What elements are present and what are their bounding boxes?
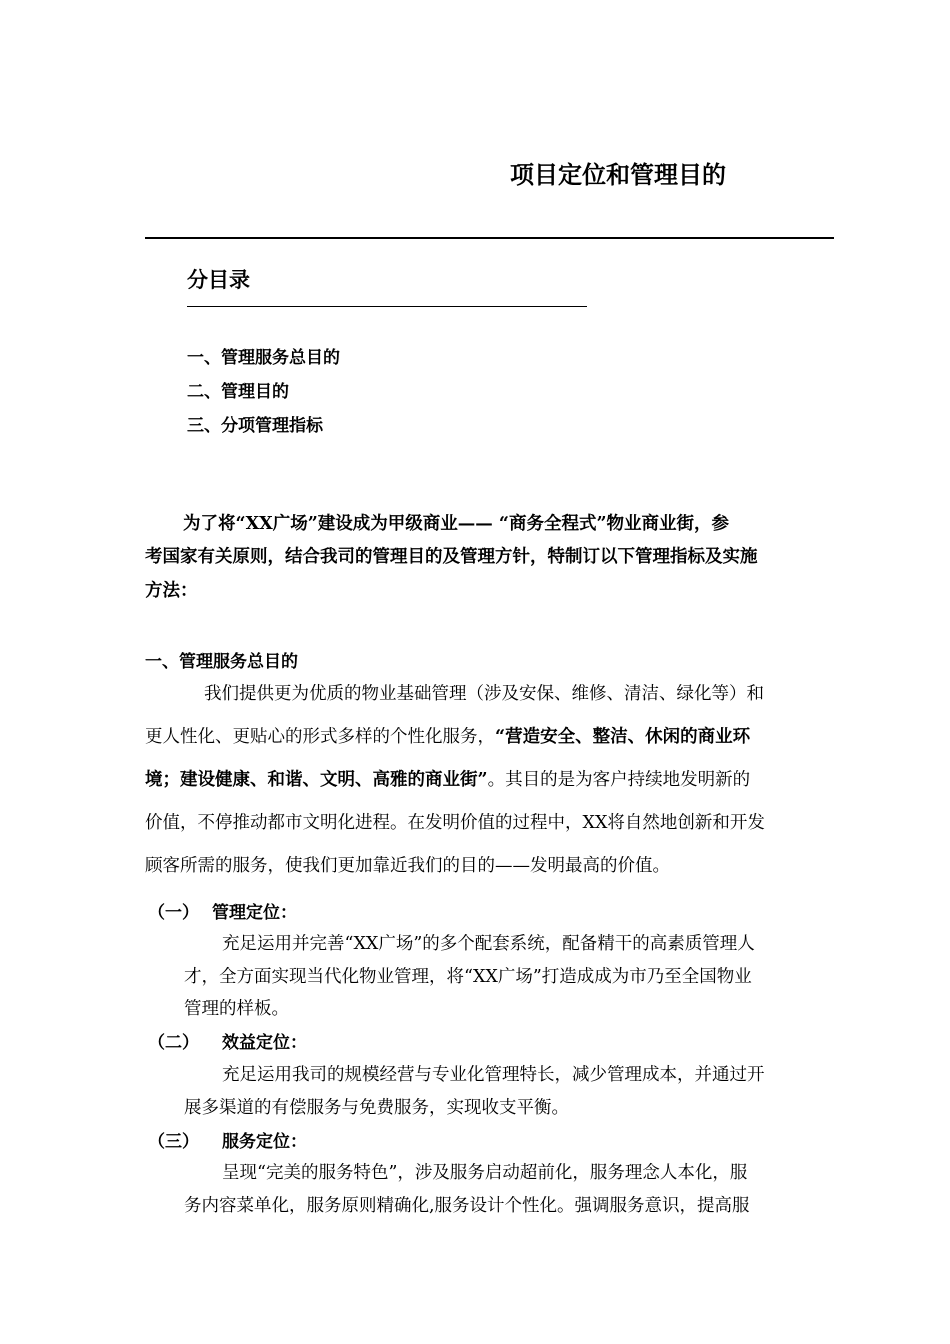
subsection-label: 服务定位：: [222, 1132, 307, 1152]
subsection-label: 管理定位：: [212, 903, 297, 923]
subsection-line: 展多渠道的有偿服务与免费服务，实现收支平衡。: [184, 1098, 569, 1118]
subsection-number: （一）: [148, 903, 199, 923]
subsection-line: 管理的样板。: [184, 999, 289, 1019]
subsection-line: 充足运用并完善“XX广场”的多个配套系统，配备精干的高素质管理人: [222, 934, 755, 954]
intro-line: 考国家有关原则，结合我司的管理目的及管理方针，特制订以下管理指标及实施: [145, 547, 758, 567]
subsection-line: 充足运用我司的规模经营与专业化管理特长，减少管理成本，并通过开: [222, 1065, 765, 1085]
page-title: 项目定位和管理目的: [510, 160, 726, 189]
subsection-number: （二）: [148, 1033, 199, 1053]
intro-line: 为了将“XX广场”建设成为甲级商业—— “商务全程式”物业商业街，参: [183, 514, 730, 534]
intro-line: 方法：: [145, 581, 198, 601]
toc-item: 一、管理服务总目的: [187, 348, 340, 368]
subsection-label: 效益定位：: [222, 1033, 307, 1053]
normal-text: 更人性化、更贴心的形式多样的个性化服务，: [145, 727, 495, 747]
section-paragraph-line: 顾客所需的服务，使我们更加靠近我们的目的——发明最高的价值。: [145, 856, 670, 876]
toc-item: 三、分项管理指标: [187, 416, 323, 436]
section-heading: 一、管理服务总目的: [145, 652, 298, 672]
title-divider: [145, 237, 834, 239]
section-paragraph-line: 价值，不停推动都市文明化进程。在发明价值的过程中，XX将自然地创新和开发: [145, 813, 765, 833]
subsection-line: 呈现“完美的服务特色”，涉及服务启动超前化，服务理念人本化，服: [222, 1163, 748, 1183]
normal-text: 。其目的是为客户持续地发明新的: [487, 770, 751, 790]
emphasis-text: 境；建设健康、和谐、文明、高雅的商业街”: [145, 770, 488, 790]
toc-divider: [187, 306, 587, 307]
toc-heading: 分目录: [187, 267, 250, 292]
subsection-line: 务内容菜单化，服务原则精确化,服务设计个性化。强调服务意识，提高服: [184, 1196, 750, 1216]
subsection-number: （三）: [148, 1132, 199, 1152]
section-paragraph-line: 我们提供更为优质的物业基础管理（涉及安保、维修、清洁、绿化等）和: [204, 684, 764, 704]
subsection-line: 才，全方面实现当代化物业管理，将“XX广场”打造成成为市乃至全国物业: [184, 967, 752, 987]
toc-item: 二、管理目的: [187, 382, 289, 402]
emphasis-text: “营造安全、整洁、休闲的商业环: [495, 727, 751, 747]
section-paragraph-line: [145, 723, 750, 748]
section-paragraph-line: [145, 766, 750, 791]
